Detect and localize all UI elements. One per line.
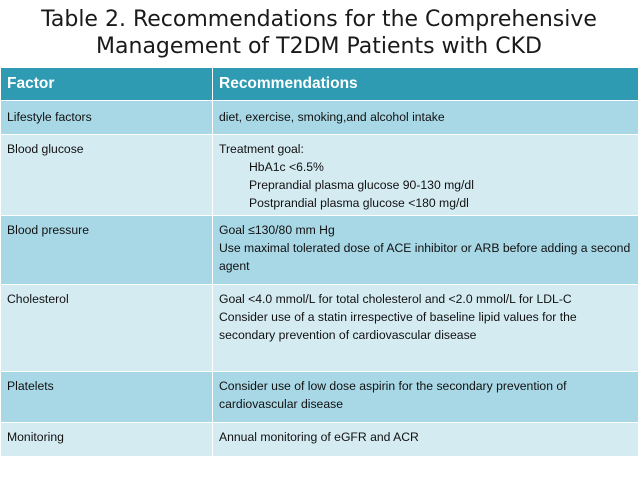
recommendation-line: Use maximal tolerated dose of ACE inhibitor or ARB before adding a second agent — [219, 241, 631, 273]
recommendation-sub-line: Postprandial plasma glucose <180 mg/dl — [249, 196, 469, 210]
table-title-line-2: Management of T2DM Patients with CKD — [96, 34, 542, 59]
recommendation-cell — [213, 135, 638, 216]
table-title-line-1: Table 2. Recommendations for the Comprehensive — [41, 7, 597, 32]
recommendations-table — [0, 67, 638, 457]
recommendation-line: Consider use of low dose aspirin for the secondary prevention of cardiovascular disease — [219, 379, 567, 411]
header-factor: Factor — [1, 68, 213, 101]
table-row — [1, 101, 638, 135]
recommendation-line: diet, exercise, smoking,and alcohol intake — [219, 110, 445, 124]
table-row — [1, 372, 638, 423]
recommendation-line: Treatment goal: — [219, 142, 304, 156]
recommendation-cell — [213, 101, 638, 135]
recommendation-cell — [213, 423, 638, 457]
factor-cell: Cholesterol — [1, 285, 213, 372]
factor-cell: Lifestyle factors — [1, 101, 213, 135]
recommendation-line: Goal <4.0 mmol/L for total cholesterol and <2.0 mmol/L for LDL-C — [219, 292, 572, 306]
recommendation-line: Annual monitoring of eGFR and ACR — [219, 430, 419, 444]
recommendation-cell — [213, 285, 638, 372]
factor-cell: Platelets — [1, 372, 213, 423]
recommendation-line: Consider use of a statin irrespective of baseline lipid values for the secondary prevention of cardiovascular disease — [219, 310, 577, 342]
recommendation-line: Goal ≤130/80 mm Hg — [219, 223, 335, 237]
factor-cell: Blood glucose — [1, 135, 213, 216]
recommendation-sub-line: HbA1c <6.5% — [249, 160, 324, 174]
table-header-row — [1, 68, 638, 101]
table-row — [1, 216, 638, 285]
factor-cell: Monitoring — [1, 423, 213, 457]
recommendation-cell — [213, 372, 638, 423]
header-recommendations: Recommendations — [213, 68, 638, 101]
table-row — [1, 423, 638, 457]
recommendation-sub-line: Preprandial plasma glucose 90-130 mg/dl — [249, 178, 474, 192]
recommendation-cell — [213, 216, 638, 285]
table-row — [1, 135, 638, 216]
factor-cell: Blood pressure — [1, 216, 213, 285]
table-title — [0, 6, 638, 60]
table-row — [1, 285, 638, 372]
